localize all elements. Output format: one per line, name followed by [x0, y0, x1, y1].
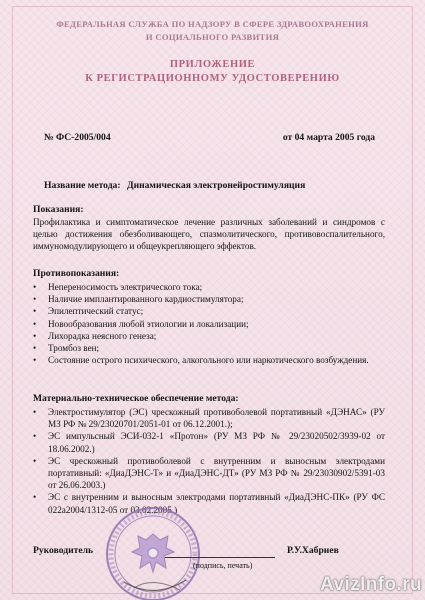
list-item: • Тромбоз вен;: [33, 343, 100, 354]
annex-line-2: К РЕГИСТРАЦИОННОМУ УДОСТОВЕРЕНИЮ: [85, 73, 340, 84]
list-item: • Лихорадка неясного генеза;: [33, 330, 157, 341]
list-item: • Новообразования любой этиологии и локализации;: [33, 318, 249, 329]
bullet-icon: •: [33, 343, 37, 354]
bullet-icon: •: [33, 355, 37, 366]
method-value: Динамическая электронейростимуляция: [126, 180, 306, 191]
bullet-icon: •: [33, 455, 37, 466]
equipment-title: Материально-техническое обеспечение метода:: [33, 393, 239, 404]
bullet-icon: •: [33, 294, 37, 305]
bullet-icon: •: [33, 330, 37, 341]
method-name-row: [44, 180, 305, 191]
signatory-title: Руководитель: [33, 545, 94, 556]
list-item: • Непереносимость электрического тока;: [33, 282, 203, 292]
list-item: • Наличие имплантированного кардиостимулятора;: [33, 294, 244, 305]
bullet-icon: •: [33, 282, 37, 292]
contraindications-list: [33, 281, 385, 366]
bullet-icon: •: [33, 431, 37, 442]
annex-title: [30, 58, 395, 86]
agency-header: [30, 18, 395, 44]
signature-caption: (подпись, печать): [193, 561, 253, 570]
bullet-icon: •: [33, 318, 37, 329]
list-item: • ЭС импульсный ЭСИ-032-1 «Протон» (РУ МЗ РФ № 29/23020502/3939-02 от 18.06.2002.): [33, 431, 385, 454]
document-date: от 04 марта 2005 года: [282, 132, 375, 143]
agency-line-2: И СОЦИАЛЬНОГО РАЗВИТИЯ: [145, 32, 280, 42]
official-seal-icon: [94, 496, 212, 600]
agency-line-1: ФЕДЕРАЛЬНАЯ СЛУЖБА ПО НАДЗОРУ В СФЕРЕ ЗДРАВООХРАНЕНИЯ: [56, 19, 369, 29]
list-item: • Электростимулятор (ЭС) чрескожный противоболевой портативный «ДЭНАС» (РУ МЗ РФ № 29/23020701/2051-01 от 06.12.2001.);: [33, 407, 385, 430]
method-label: Название метода:: [44, 180, 121, 191]
signature-line: [165, 557, 275, 558]
bullet-icon: •: [33, 407, 37, 417]
bullet-icon: •: [33, 306, 37, 317]
list-item: • Состояние острого психического, алкогольного или наркотического возбуждения.: [33, 355, 369, 366]
list-item: • ЭС чрескожный противоболевой с внутренним и выносным электродами портативный: «ДиаДЭНС-Т» и «ДиаДЭНС-ДТ» (РУ МЗ РФ № 29/23030902/5391-03 от 26.06.2003.): [33, 455, 385, 491]
annex-line-1: ПРИЛОЖЕНИЕ: [169, 59, 256, 70]
list-item: • ЭС с внутренним и выносным электродами портативный «ДиаДЭНС-ПК» (РУ ФС 022а2004/1312-05 от 03.02.2005.): [33, 492, 385, 515]
document-number: № ФС-2005/004: [44, 132, 111, 143]
list-item: • Эпилептический статус;: [33, 306, 144, 317]
indications-title: Показания:: [33, 204, 84, 215]
bullet-icon: •: [33, 492, 37, 503]
contraindications-title: Противопоказания:: [33, 268, 120, 279]
watermark: AvizInfo.ru: [320, 574, 422, 595]
signatory-name: Р.У.Хабриев: [287, 545, 339, 556]
indications-text: Профилактика и симптоматическое лечение различных заболеваний и синдромов с целью достижения обезболивающего, спазмолитического, противовоспалительного, иммуномодулирующего и общеукрепляющего эффектов.: [33, 217, 385, 252]
